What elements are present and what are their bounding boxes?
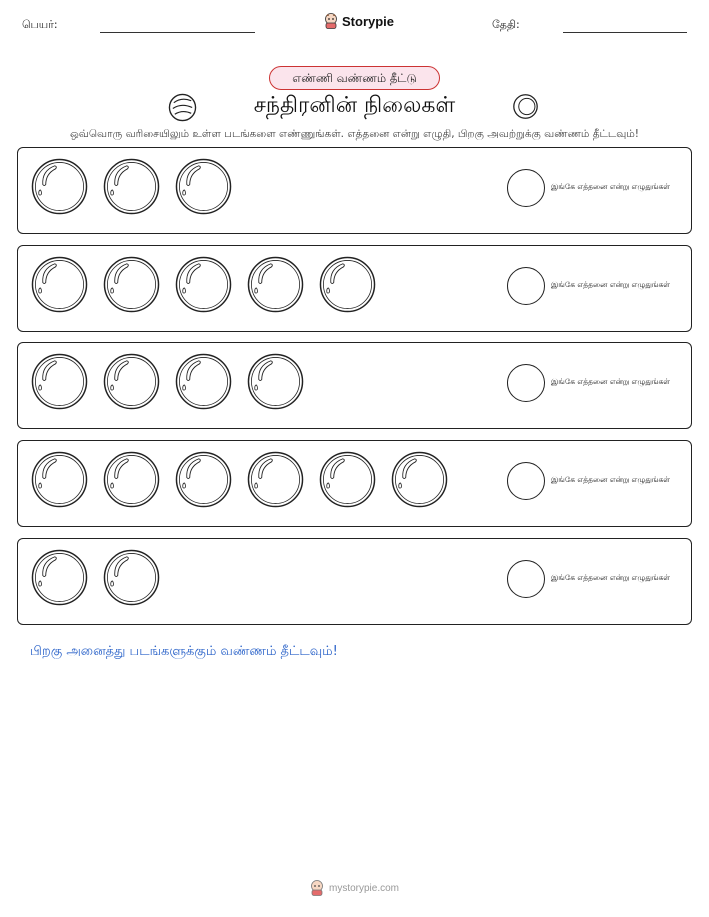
answer-circle[interactable]	[507, 364, 545, 402]
answer-circle[interactable]	[507, 267, 545, 305]
instructions-text: ஒவ்வொரு வரிசையிலும் உள்ள படங்களை எண்ணுங்கள். எத்தனை என்று எழுதி, பிறகு அவற்றுக்கு வண்ணம் தீட்டவும்!	[70, 128, 639, 140]
count-row-2	[17, 245, 692, 332]
full-moon-icon[interactable]	[319, 451, 376, 508]
full-moon-icon[interactable]	[247, 451, 304, 508]
moon-group	[31, 158, 232, 215]
moon-group	[31, 549, 160, 606]
full-moon-icon[interactable]	[103, 549, 160, 606]
full-moon-icon[interactable]	[103, 451, 160, 508]
worksheet-header	[0, 0, 709, 46]
full-moon-icon[interactable]	[103, 158, 160, 215]
full-moon-icon[interactable]	[175, 451, 232, 508]
full-moon-icon[interactable]	[319, 256, 376, 313]
answer-circle[interactable]	[507, 169, 545, 207]
answer-hint: இங்கே எத்தனை என்று எழுதுங்கள்	[551, 182, 671, 191]
count-row-5	[17, 538, 692, 625]
full-moon-icon[interactable]	[175, 353, 232, 410]
date-write-line[interactable]	[563, 32, 687, 33]
name-label: பெயர்:	[22, 18, 58, 31]
answer-hint: இங்கே எத்தனை என்று எழுதுங்கள்	[551, 573, 671, 582]
brand-name: Storypie	[342, 13, 395, 29]
full-moon-icon[interactable]	[31, 256, 88, 313]
answer-hint: இங்கே எத்தனை என்று எழுதுங்கள்	[551, 475, 671, 484]
full-moon-icon[interactable]	[31, 158, 88, 215]
full-moon-icon[interactable]	[103, 256, 160, 313]
count-row-3	[17, 342, 692, 429]
title-row	[0, 90, 709, 124]
answer-circle[interactable]	[507, 462, 545, 500]
activity-badge: எண்ணி வண்ணம் தீட்டு	[269, 66, 440, 90]
full-moon-icon[interactable]	[175, 158, 232, 215]
answer-hint: இங்கே எத்தனை என்று எழுதுங்கள்	[551, 280, 671, 289]
moon-right-icon	[512, 93, 539, 120]
full-moon-icon[interactable]	[103, 353, 160, 410]
full-moon-icon[interactable]	[31, 451, 88, 508]
count-row-1	[17, 147, 692, 234]
full-moon-icon[interactable]	[31, 353, 88, 410]
moon-group	[31, 256, 376, 313]
moon-group	[31, 451, 448, 508]
full-moon-icon[interactable]	[391, 451, 448, 508]
answer-circle[interactable]	[507, 560, 545, 598]
moon-left-icon	[168, 93, 197, 122]
count-row-4	[17, 440, 692, 527]
storypie-mascot-icon	[324, 13, 338, 29]
name-write-line[interactable]	[100, 32, 255, 33]
moon-group	[31, 353, 304, 410]
brand-logo	[324, 13, 394, 29]
answer-hint: இங்கே எத்தனை என்று எழுதுங்கள்	[551, 377, 671, 386]
full-moon-icon[interactable]	[31, 549, 88, 606]
full-moon-icon[interactable]	[175, 256, 232, 313]
footer-url[interactable]: mystorypie.com	[328, 882, 399, 894]
full-moon-icon[interactable]	[247, 256, 304, 313]
full-moon-icon[interactable]	[247, 353, 304, 410]
storypie-mascot-icon	[310, 880, 324, 896]
date-label: தேதி:	[492, 18, 520, 31]
page-title: சந்திரனின் நிலைகள்	[253, 93, 456, 118]
footer	[0, 880, 709, 896]
footer-instruction: பிறகு அனைத்து படங்களுக்கும் வண்ணம் தீட்டவும்!	[30, 644, 338, 659]
